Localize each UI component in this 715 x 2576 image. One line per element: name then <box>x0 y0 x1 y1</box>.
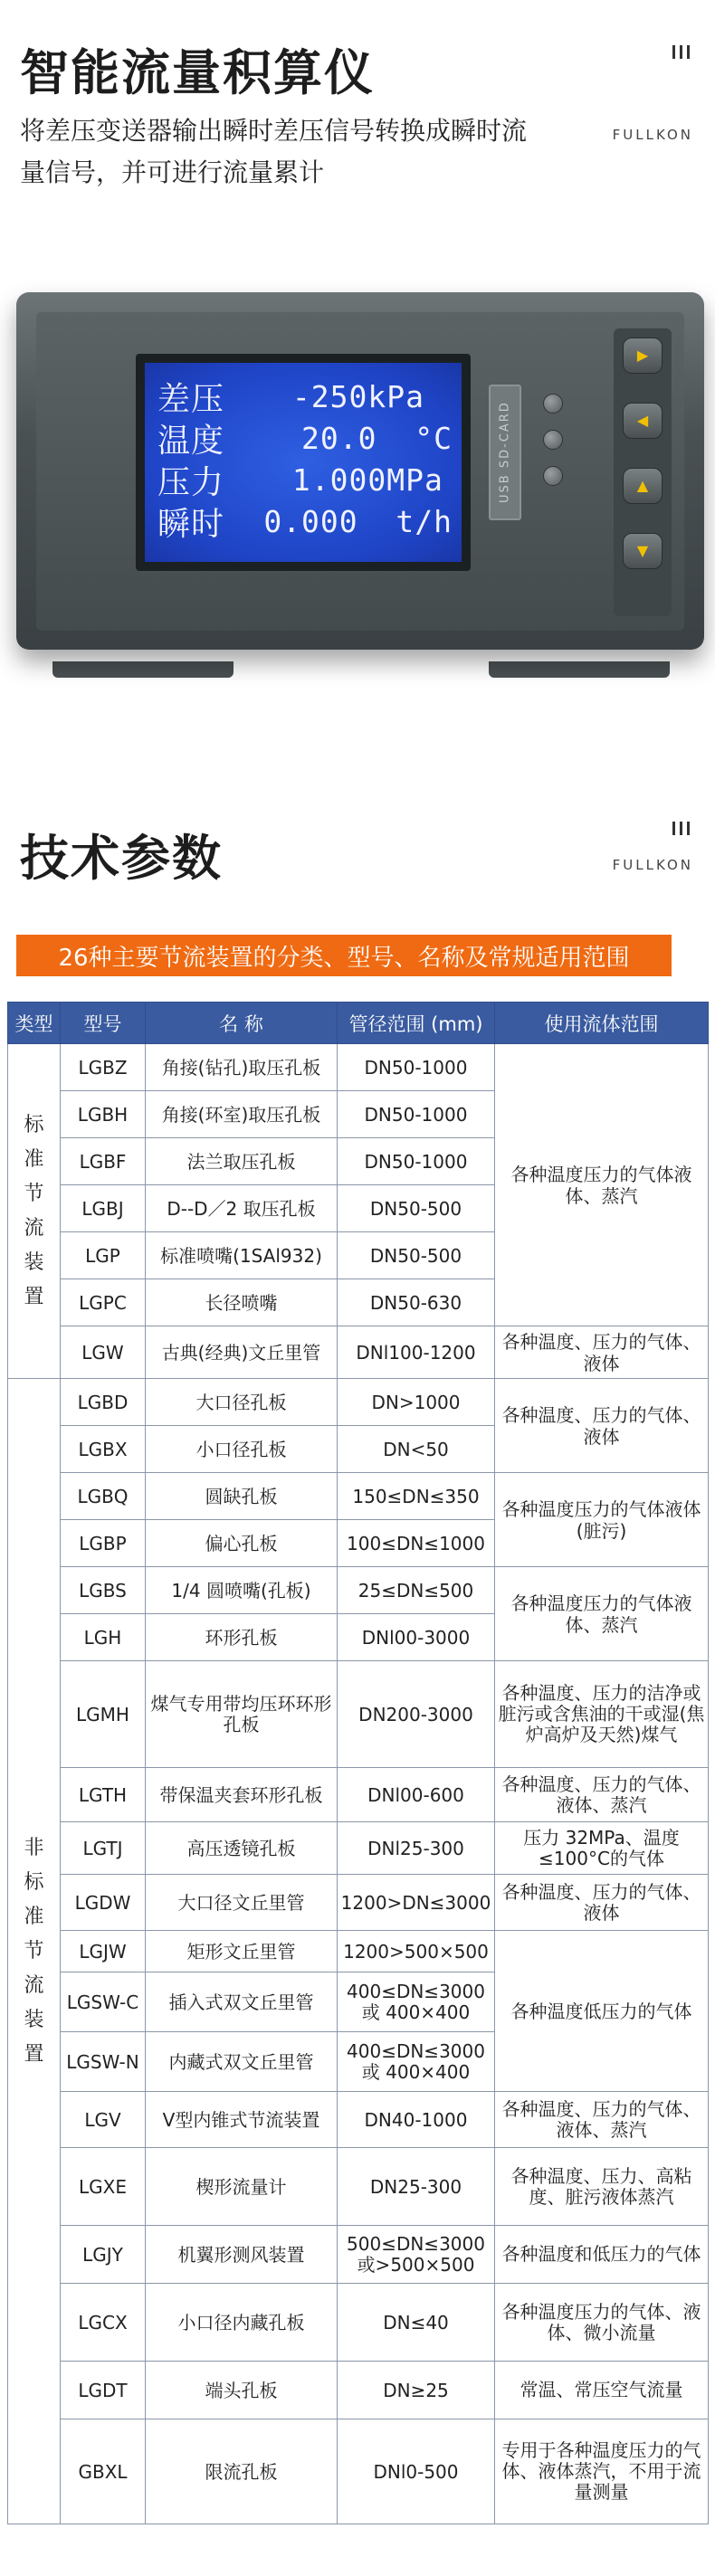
cell-range: DN25-300 <box>338 2148 495 2226</box>
category-standard: 标 准 节 流 装 置 <box>8 1044 61 1379</box>
cell-name: 矩形文丘里管 <box>146 1931 338 1972</box>
cell-model: LGV <box>61 2092 146 2148</box>
cell-model: LGBQ <box>61 1473 146 1520</box>
cell-name: 偏心孔板 <box>146 1520 338 1567</box>
lcd-frame <box>136 354 471 571</box>
cell-name: 大口径孔板 <box>146 1379 338 1426</box>
cell-model: LGMH <box>61 1661 146 1768</box>
cell-model: GBXL <box>61 2419 146 2524</box>
cell-model: LGP <box>61 1232 146 1279</box>
cell-name: 楔形流量计 <box>146 2148 338 2226</box>
table-row <box>8 1567 709 1614</box>
cell-model: LGBX <box>61 1426 146 1473</box>
table-row <box>8 1822 709 1875</box>
cell-model: LGBP <box>61 1520 146 1567</box>
cell-name: 机翼形测风装置 <box>146 2226 338 2284</box>
cell-model: LGDT <box>61 2362 146 2419</box>
lcd-label: 差压 <box>157 380 225 418</box>
cell-range: DN40-1000 <box>338 2092 495 2148</box>
cell-name: 内藏式双文丘里管 <box>146 2032 338 2092</box>
brand-mark-icon <box>672 822 690 835</box>
panel-button[interactable] <box>543 430 563 450</box>
cell-name: 圆缺孔板 <box>146 1473 338 1520</box>
cell-name: 小口径内藏孔板 <box>146 2284 338 2362</box>
cell-name: 角接(环室)取压孔板 <box>146 1091 338 1138</box>
cell-model: LGPC <box>61 1279 146 1326</box>
brand-mark-icon <box>672 45 690 59</box>
cell-range: 500≤DN≤3000或>500×500 <box>338 2226 495 2284</box>
cell-fluid: 各种温度压力的气体、液体、微小流量 <box>495 2284 709 2362</box>
device-panel <box>36 312 684 631</box>
lcd-value: 20.0 °C <box>263 420 453 456</box>
cell-name: 煤气专用带均压环环形孔板 <box>146 1661 338 1768</box>
cell-model: LGBD <box>61 1379 146 1426</box>
table-row <box>8 2284 709 2362</box>
cell-model: LGSW-C <box>61 1972 146 2032</box>
column-header: 类型 <box>8 1003 61 1044</box>
cell-range: 1200>500×500 <box>338 1931 495 1972</box>
cell-name: V型内锥式节流装置 <box>146 2092 338 2148</box>
cell-range: DN50-1000 <box>338 1091 495 1138</box>
arrow-left-icon: ◀ <box>636 412 649 429</box>
lcd-label: 温度 <box>157 422 225 460</box>
arrow-down-icon: ▼ <box>636 542 649 559</box>
cell-range: DN<50 <box>338 1426 495 1473</box>
column-header: 使用流体范围 <box>495 1003 709 1044</box>
cell-fluid: 压力 32MPa、温度≤100°C的气体 <box>495 1822 709 1875</box>
table-row <box>8 2362 709 2419</box>
cell-fluid: 各种温度压力的气体液体、蒸汽 <box>495 1567 709 1661</box>
lcd-screen <box>145 363 462 562</box>
cell-fluid: 各种温度、压力的气体、液体 <box>495 1326 709 1379</box>
flow-totalizer-device <box>16 285 706 665</box>
cell-name: 带保温夹套环形孔板 <box>146 1768 338 1822</box>
lcd-label: 瞬时 <box>157 505 225 543</box>
cell-fluid: 各种温度、压力的气体、液体 <box>495 1379 709 1473</box>
lcd-row <box>157 500 453 542</box>
cell-range: DN200-3000 <box>338 1661 495 1768</box>
cell-range: DNl100-1200 <box>338 1326 495 1379</box>
lcd-value: -250kPa <box>273 378 424 414</box>
table-row <box>8 1326 709 1379</box>
table-row <box>8 1044 709 1091</box>
hero-description: 将差压变送器输出瞬时差压信号转换成瞬时流量信号，并可进行流量累计 <box>20 116 528 187</box>
column-header: 名 称 <box>146 1003 338 1044</box>
cell-model: LGJY <box>61 2226 146 2284</box>
table-row <box>8 2092 709 2148</box>
cell-fluid: 各种温度压力的气体液体(脏污) <box>495 1473 709 1567</box>
cell-model: LGDW <box>61 1875 146 1931</box>
cell-name: 法兰取压孔板 <box>146 1138 338 1185</box>
brand-name: FULLKON <box>612 127 693 143</box>
cell-range: DN≤40 <box>338 2284 495 2362</box>
cell-fluid: 各种温度、压力的气体、液体、蒸汽 <box>495 1768 709 1822</box>
cell-range: DN>1000 <box>338 1379 495 1426</box>
cell-model: LGBS <box>61 1567 146 1614</box>
cell-model: LGBZ <box>61 1044 146 1091</box>
key-down-button[interactable] <box>623 533 663 569</box>
cell-fluid: 常温、常压空气流量 <box>495 2362 709 2419</box>
table-row <box>8 2148 709 2226</box>
cell-range: 25≤DN≤500 <box>338 1567 495 1614</box>
keypad <box>614 328 672 616</box>
cell-range: 400≤DN≤3000或 400×400 <box>338 2032 495 2092</box>
cell-model: LGH <box>61 1614 146 1661</box>
table-row <box>8 2419 709 2524</box>
cell-name: 端头孔板 <box>146 2362 338 2419</box>
cell-range: DNl00-3000 <box>338 1614 495 1661</box>
arrow-right-icon: ▶ <box>636 347 649 364</box>
brand-name: FULLKON <box>612 857 693 873</box>
device-foot <box>489 661 670 678</box>
cell-name: 插入式双文丘里管 <box>146 1972 338 2032</box>
cell-name: D--D／2 取压孔板 <box>146 1185 338 1232</box>
key-left-button[interactable] <box>623 403 663 439</box>
cell-model: LGBH <box>61 1091 146 1138</box>
cell-model: LGBF <box>61 1138 146 1185</box>
cell-range: DNl00-600 <box>338 1768 495 1822</box>
cell-range: DN50-1000 <box>338 1044 495 1091</box>
cell-name: 古典(经典)文丘里管 <box>146 1326 338 1379</box>
column-header: 型号 <box>61 1003 146 1044</box>
table-row <box>8 2226 709 2284</box>
device-bezel <box>16 292 704 650</box>
table-row <box>8 1473 709 1520</box>
lcd-value: 0.000 t/h <box>244 503 453 539</box>
panel-button[interactable] <box>543 394 563 413</box>
cell-fluid: 各种温度、压力、高粘度、脏污液体蒸汽 <box>495 2148 709 2226</box>
lcd-value: 1.000MPa <box>273 461 443 498</box>
sd-card-slot: USB SD-CARD <box>489 385 521 520</box>
spec-table <box>7 1002 709 2524</box>
cell-range: 1200>DN≤3000 <box>338 1875 495 1931</box>
table-banner: 26种主要节流装置的分类、型号、名称及常规适用范围 <box>16 935 672 976</box>
cell-fluid: 各种温度、压力的气体、液体 <box>495 1875 709 1931</box>
cell-range: 150≤DN≤350 <box>338 1473 495 1520</box>
lcd-row <box>157 375 453 417</box>
cell-range: DN50-1000 <box>338 1138 495 1185</box>
cell-model: LGBJ <box>61 1185 146 1232</box>
table-row <box>8 1931 709 1972</box>
hero-title: 智能流量积算仪 <box>20 44 375 101</box>
table-row <box>8 1661 709 1768</box>
cell-name: 标准喷嘴(1SAl932) <box>146 1232 338 1279</box>
cell-model: LGCX <box>61 2284 146 2362</box>
cell-range: DN≥25 <box>338 2362 495 2419</box>
table-header-row <box>8 1003 709 1044</box>
cell-range: 100≤DN≤1000 <box>338 1520 495 1567</box>
cell-name: 小口径孔板 <box>146 1426 338 1473</box>
table-row <box>8 1768 709 1822</box>
device-foot <box>52 661 234 678</box>
lcd-row <box>157 417 453 459</box>
cell-model: LGSW-N <box>61 2032 146 2092</box>
panel-button[interactable] <box>543 466 563 486</box>
cell-range: DNl0-500 <box>338 2419 495 2524</box>
cell-fluid: 各种温度压力的气体液体、蒸汽 <box>495 1044 709 1326</box>
lcd-row <box>157 459 453 500</box>
table-row <box>8 1379 709 1426</box>
cell-model: LGJW <box>61 1931 146 1972</box>
cell-model: LGW <box>61 1326 146 1379</box>
hero-section <box>0 0 715 746</box>
cell-model: LGXE <box>61 2148 146 2226</box>
cell-name: 高压透镜孔板 <box>146 1822 338 1875</box>
cell-name: 环形孔板 <box>146 1614 338 1661</box>
cell-model: LGTH <box>61 1768 146 1822</box>
table-row <box>8 1875 709 1931</box>
cell-name: 大口径文丘里管 <box>146 1875 338 1931</box>
lcd-label: 压力 <box>157 463 225 501</box>
cell-fluid: 各种温度和低压力的气体 <box>495 2226 709 2284</box>
section-title: 技术参数 <box>20 830 223 887</box>
cell-fluid: 各种温度低压力的气体 <box>495 1931 709 2092</box>
cell-range: DN50-630 <box>338 1279 495 1326</box>
column-header: 管径范围 (mm) <box>338 1003 495 1044</box>
cell-model: LGTJ <box>61 1822 146 1875</box>
arrow-up-icon: ▲ <box>636 477 649 494</box>
cell-fluid: 各种温度、压力的气体、液体、蒸汽 <box>495 2092 709 2148</box>
cell-name: 长径喷嘴 <box>146 1279 338 1326</box>
cell-range: DNl25-300 <box>338 1822 495 1875</box>
cell-fluid: 各种温度、压力的洁净或脏污或含焦油的干或湿(焦炉高炉及天然)煤气 <box>495 1661 709 1768</box>
key-up-button[interactable] <box>623 468 663 504</box>
cell-name: 1/4 圆喷嘴(孔板) <box>146 1567 338 1614</box>
cell-range: 400≤DN≤3000或 400×400 <box>338 1972 495 2032</box>
key-enter-button[interactable] <box>623 337 663 374</box>
cell-range: DN50-500 <box>338 1232 495 1279</box>
cell-name: 限流孔板 <box>146 2419 338 2524</box>
cell-fluid: 专用于各种温度压力的气体、液体蒸汽，不用于流量测量 <box>495 2419 709 2524</box>
cell-range: DN50-500 <box>338 1185 495 1232</box>
cell-name: 角接(钻孔)取压孔板 <box>146 1044 338 1091</box>
category-non-standard: 非 标 准 节 流 装 置 <box>8 1379 61 2524</box>
